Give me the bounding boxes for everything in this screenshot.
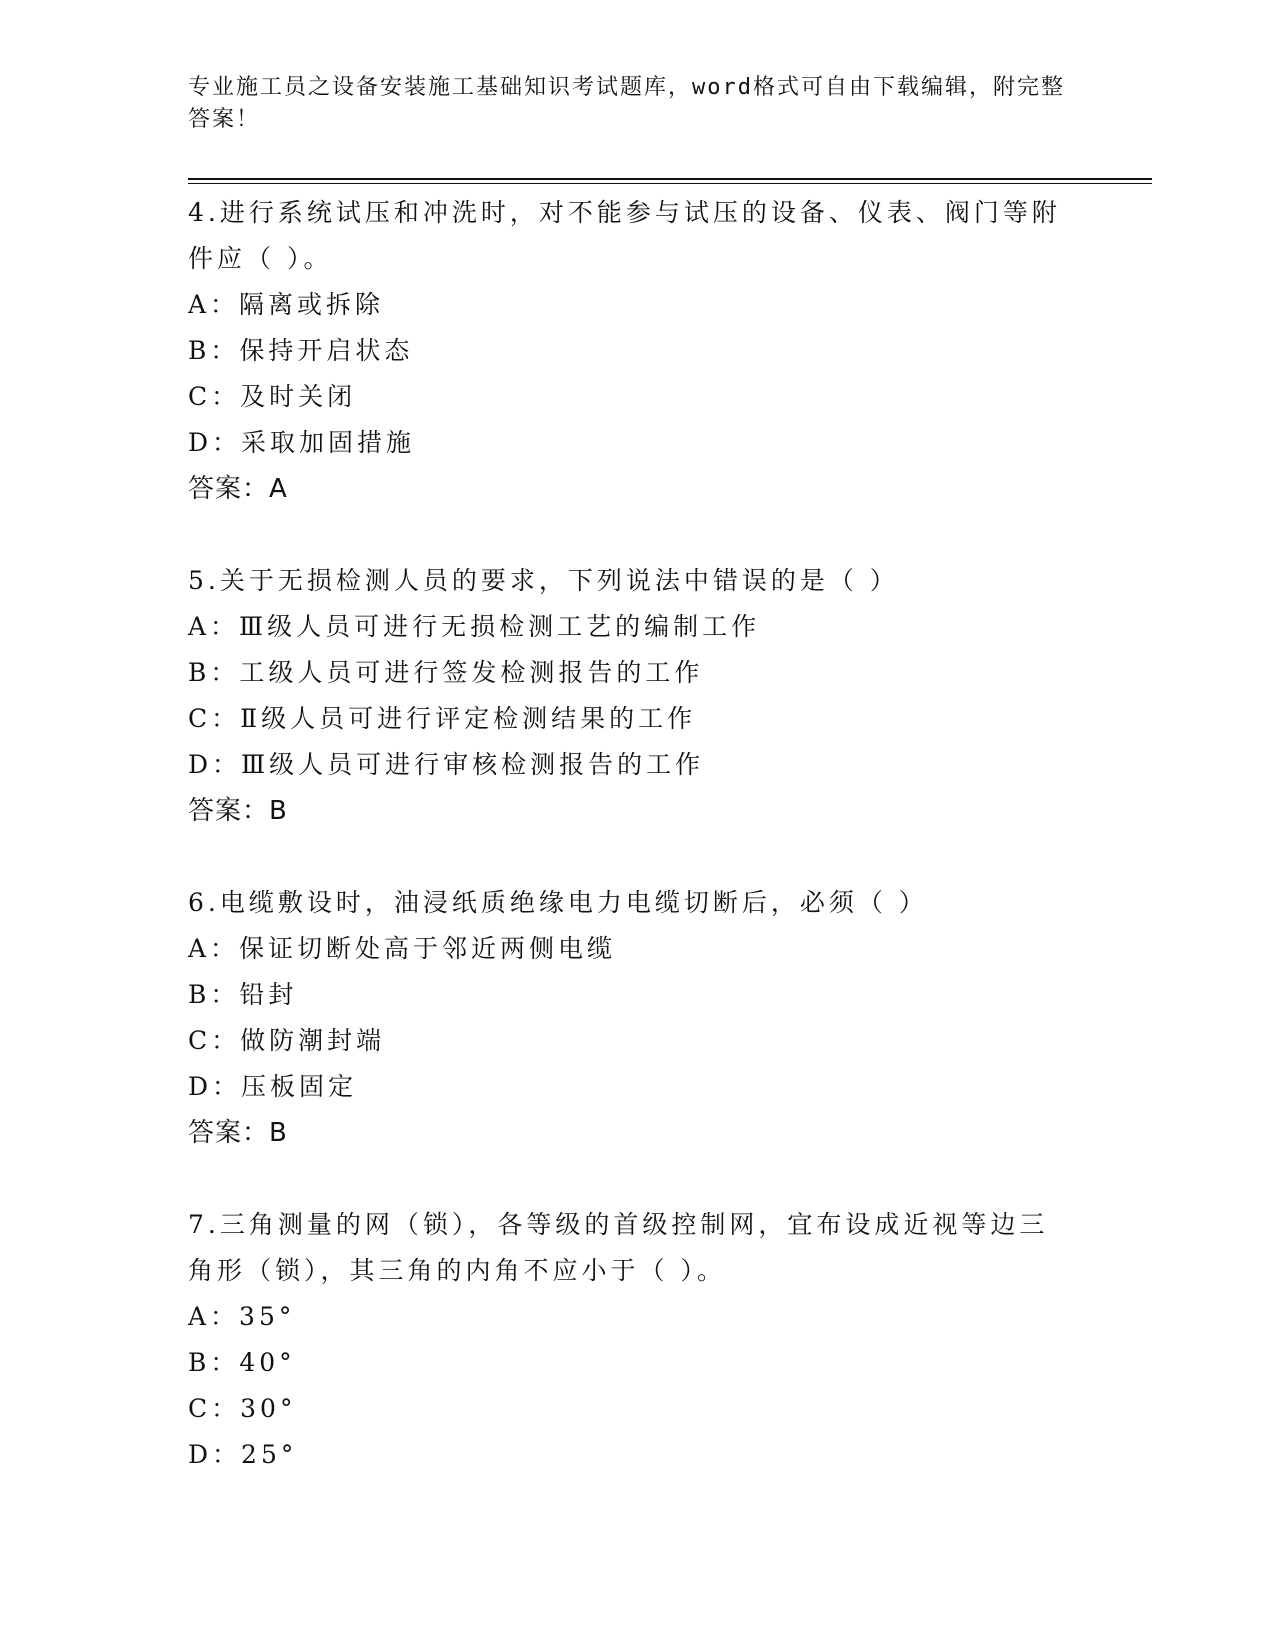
document-header: 专业施工员之设备安装施工基础知识考试题库，word格式可自由下载编辑，附完整答案！ (188, 75, 1065, 132)
question-stem: 6.电缆敷设时，油浸纸质绝缘电力电缆切断后，必须（ ） (188, 888, 928, 917)
option-b: B：40° (188, 1348, 296, 1377)
question-stem: 4.进行系统试压和冲洗时，对不能参与试压的设备、仪表、阀门等附件应（ ）。 (188, 198, 1061, 273)
header-divider-thin (188, 183, 1152, 184)
option-b: B：保持开启状态 (188, 336, 414, 365)
question-stem: 5.关于无损检测人员的要求，下列说法中错误的是（ ） (188, 566, 899, 595)
option-c: C：30° (188, 1394, 297, 1423)
option-a: A：Ⅲ级人员可进行无损检测工艺的编制工作 (188, 612, 761, 641)
question-4 (188, 190, 1068, 512)
answer: 答案：B (188, 796, 288, 826)
question-7 (188, 1202, 1068, 1478)
option-c: C：做防潮封端 (188, 1026, 386, 1055)
option-b: B：工级人员可进行签发检测报告的工作 (188, 658, 704, 687)
option-b: B：铅封 (188, 980, 298, 1009)
option-a: A：35° (188, 1302, 296, 1331)
option-d: D：Ⅲ级人员可进行审核检测报告的工作 (188, 750, 705, 779)
option-c: C：Ⅱ级人员可进行评定检测结果的工作 (188, 704, 697, 733)
option-a: A：隔离或拆除 (188, 290, 385, 319)
question-stem: 7.三角测量的网（锁），各等级的首级控制网，宜布设成近视等边三角形（锁），其三角的内角不应小于（ ）。 (188, 1210, 1049, 1285)
answer: 答案：A (188, 474, 288, 504)
option-d: D：采取加固措施 (188, 428, 416, 457)
option-c: C：及时关闭 (188, 382, 357, 411)
option-d: D：压板固定 (188, 1072, 358, 1101)
option-a: A：保证切断处高于邻近两侧电缆 (188, 934, 617, 963)
question-list (188, 190, 1068, 1524)
question-5 (188, 558, 1068, 834)
option-d: D：25° (188, 1440, 298, 1469)
header-divider (188, 178, 1152, 180)
answer: 答案：B (188, 1118, 288, 1148)
question-6 (188, 880, 1068, 1156)
